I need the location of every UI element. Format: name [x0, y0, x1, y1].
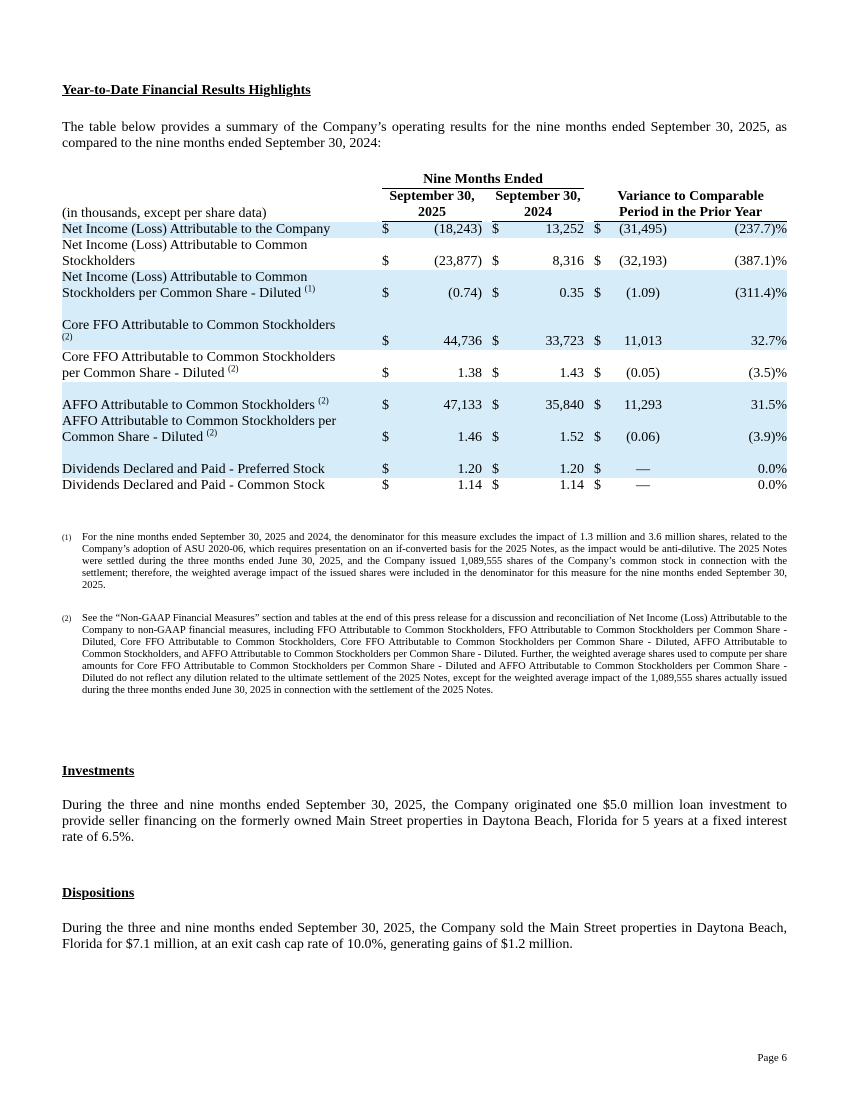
row-label-line2: Common Share - Diluted	[62, 430, 204, 445]
dollar-sign: $	[382, 254, 389, 269]
value-2024: 1.20	[510, 462, 584, 478]
value-2025: 47,133	[400, 398, 482, 414]
row-label	[62, 238, 382, 270]
footnote-2-text: See the “Non-GAAP Financial Measures” section and tables at the end of this press release for a discussion and reconciliation of Net Income (Loss) Attributable to the Company to non-GAAP financial measures, including FFO Attributable to Common Stockholders, FFO Attributable to Common Stockholders per Common Share - Diluted, Core FFO Attributable to Common Stockholders, Core FFO Attributable to Common Stockholders per Common Share - Diluted, AFFO Attributable to Common Stockholders, and AFFO Attributable to Common Stockholders per Common Share - Diluted. Further, the weighted average shares used to compute per share amounts for Core FFO Attributable to Common Stockholders per Common Share - Diluted and AFFO Attributable to Common Stockholders per Common Share - Diluted do not reflect any dilution related to the ultimate settlement of the 2025 Notes, except for the weighted average impact of the 1,089,555 shares actually issued during the three months ended June 30, 2025 in connection with the settlement of the 2025 Notes.	[82, 613, 787, 696]
row-label	[62, 395, 382, 414]
variance-percent: (387.1)%	[734, 254, 788, 269]
value-2025: 44,736	[400, 318, 482, 350]
dollar-sign: $	[492, 222, 510, 239]
row-label-line2: Stockholders per Common Share - Diluted	[62, 286, 302, 301]
value-2024: 35,840	[510, 398, 584, 414]
ytd-highlights-heading: Year-to-Date Financial Results Highlights	[62, 83, 311, 98]
variance-amount: 11,293	[612, 398, 674, 414]
variance-amount: (31,495)	[612, 222, 674, 239]
footnote-1-text: For the nine months ended September 30, 2025 and 2024, the denominator for this measure excludes the impact of 1.3 million and 3.6 million shares, related to the Company’s adoption of ASU 2020-06, which requires presentation on an if-converted basis for the 2025 Notes, as the impact would be anti-dilutive. The 2025 Notes were settled during the three months ended June 30, 2025, and the Company issued 1,089,555 shares of the Company’s common stock in connection with the settlement; therefore, the weighted average impact of the issued shares were included in the denominator for this measure for the nine months ended September 30, 2025.	[82, 532, 787, 591]
row-label	[62, 462, 382, 478]
value-2025: 1.14	[457, 478, 482, 493]
dollar-sign: $	[594, 398, 612, 414]
dollar-sign: $	[594, 478, 602, 493]
dollar-sign: $	[594, 366, 602, 381]
variance-percent: (311.4)%	[674, 270, 787, 302]
col-variance-header-line2: Period in the Prior Year	[594, 205, 787, 222]
table-spacer-row	[62, 446, 787, 462]
row-label-line1: Net Income (Loss) Attributable to the Company	[62, 222, 331, 237]
row-footnote-ref: (2)	[62, 331, 73, 342]
variance-amount: (0.05)	[626, 366, 660, 381]
table-row	[62, 478, 787, 494]
row-label	[62, 414, 382, 446]
dollar-sign: $	[492, 398, 510, 414]
table-row	[62, 350, 787, 382]
dollar-sign: $	[492, 478, 499, 493]
variance-percent: 0.0%	[757, 478, 788, 493]
dollar-sign: $	[594, 318, 612, 350]
variance-percent: 0.0%	[674, 462, 787, 478]
variance-percent: 32.7%	[674, 318, 787, 350]
col-2024-header-line1: September 30,	[495, 189, 581, 204]
dollar-sign: $	[382, 222, 400, 239]
footnote-2	[62, 613, 787, 697]
variance-amount: (1.09)	[612, 270, 674, 302]
dollar-sign: $	[492, 366, 499, 381]
dollar-sign: $	[492, 270, 510, 302]
value-2024: 13,252	[510, 222, 584, 239]
value-2025: (23,877)	[434, 254, 482, 269]
table-row	[62, 222, 787, 239]
nine-months-ended-header: Nine Months Ended	[382, 172, 584, 189]
dollar-sign: $	[382, 414, 400, 446]
table-row	[62, 270, 787, 302]
table-spacer-row	[62, 382, 787, 398]
dollar-sign: $	[594, 462, 612, 478]
dollar-sign: $	[382, 270, 400, 302]
value-2024: 0.35	[510, 270, 584, 302]
col-variance-header-line1: Variance to Comparable	[617, 189, 764, 204]
row-label	[62, 350, 382, 382]
row-label-line1: Net Income (Loss) Attributable to Common	[62, 238, 308, 253]
value-2025: 1.38	[457, 366, 482, 381]
variance-percent: (3.5)%	[748, 366, 788, 381]
dollar-sign: $	[382, 366, 389, 381]
dispositions-heading: Dispositions	[62, 886, 135, 901]
value-2024: 8,316	[552, 254, 585, 269]
dollar-sign: $	[594, 222, 612, 239]
variance-amount: 11,013	[612, 318, 674, 350]
table-body	[62, 222, 787, 495]
row-label-line1: AFFO Attributable to Common Stockholders	[62, 398, 315, 413]
page-number: Page 6	[757, 1052, 787, 1064]
investments-paragraph: During the three and nine months ended September 30, 2025, the Company originated one $5.0 million loan investment to provide seller financing on the formerly owned Main Street properties in Daytona Beach, Florida for 5 years at a fixed interest rate of 6.5%.	[62, 798, 787, 845]
row-label-line2: per Common Share - Diluted	[62, 366, 225, 381]
value-2025: (18,243)	[400, 222, 482, 239]
dispositions-paragraph: During the three and nine months ended September 30, 2025, the Company sold the Main Street properties in Daytona Beach, Florida for $7.1 million, at an exit cash cap rate of 10.0%, generating gains of $1.2 million.	[62, 921, 787, 952]
dollar-sign: $	[492, 254, 499, 269]
table-row	[62, 318, 787, 350]
row-footnote-ref: (2)	[228, 363, 239, 374]
row-label	[62, 222, 382, 239]
table-header-row-1	[62, 189, 787, 206]
col-2025-header-line2: 2025	[382, 205, 482, 222]
dollar-sign: $	[492, 414, 510, 446]
dollar-sign: $	[492, 318, 510, 350]
table-group-header-row	[62, 172, 787, 189]
value-2025: (0.74)	[400, 270, 482, 302]
variance-percent: (3.9)%	[674, 414, 787, 446]
dollar-sign: $	[382, 398, 400, 414]
row-label-line1: Core FFO Attributable to Common Stockholders	[62, 318, 336, 333]
row-footnote-ref: (1)	[304, 283, 316, 294]
dollar-sign: $	[382, 462, 400, 478]
row-footnote-ref: (2)	[318, 395, 329, 406]
dollar-sign: $	[594, 270, 612, 302]
row-label-line1: Dividends Declared and Paid - Preferred Stock	[62, 462, 325, 477]
table-header-row-2	[62, 205, 787, 222]
row-label-line2: Stockholders	[62, 254, 136, 269]
row-label	[62, 270, 382, 302]
value-2025: 1.46	[400, 414, 482, 446]
dollar-sign: $	[492, 462, 510, 478]
dollar-sign: $	[594, 254, 602, 269]
row-label	[62, 478, 382, 494]
row-label-line1: Net Income (Loss) Attributable to Common	[62, 270, 308, 285]
row-label-line1: Dividends Declared and Paid - Common Stock	[62, 478, 325, 493]
col-2025-header-line1: September 30,	[389, 189, 475, 204]
units-label: (in thousands, except per share data)	[62, 205, 267, 221]
col-2024-header-line2: 2024	[492, 205, 584, 222]
row-label-line1: AFFO Attributable to Common Stockholders per	[62, 414, 337, 429]
value-2024: 1.14	[559, 478, 585, 493]
row-label	[62, 318, 382, 350]
variance-percent: 31.5%	[674, 398, 787, 414]
table-row	[62, 238, 787, 270]
value-2024: 1.52	[510, 414, 584, 446]
ytd-intro-paragraph: The table below provides a summary of the Company’s operating results for the nine months ended September 30, 2025, as compared to the nine months ended September 30, 2024:	[62, 120, 787, 151]
row-footnote-ref: (2)	[206, 427, 218, 438]
footnote-2-mark: (2)	[62, 614, 72, 623]
table-spacer-row	[62, 302, 787, 318]
dollar-sign: $	[382, 478, 389, 493]
table-row	[62, 462, 787, 478]
value-2025: 1.20	[400, 462, 482, 478]
variance-amount: (32,193)	[619, 254, 667, 269]
row-label-line1: Core FFO Attributable to Common Stockholders	[62, 350, 336, 365]
value-2024: 33,723	[510, 318, 584, 350]
footnote-1-mark: (1)	[62, 533, 72, 542]
variance-amount: —	[612, 462, 674, 478]
variance-amount: (0.06)	[612, 414, 674, 446]
ytd-results-table	[62, 172, 787, 494]
table-row	[62, 414, 787, 446]
investments-heading: Investments	[62, 764, 135, 779]
footnote-1	[62, 532, 787, 592]
dollar-sign: $	[594, 414, 612, 446]
variance-percent: (237.7)%	[674, 222, 787, 239]
table-row	[62, 398, 787, 414]
value-2024: 1.43	[559, 366, 585, 381]
dollar-sign: $	[382, 318, 400, 350]
variance-amount: —	[636, 478, 651, 493]
